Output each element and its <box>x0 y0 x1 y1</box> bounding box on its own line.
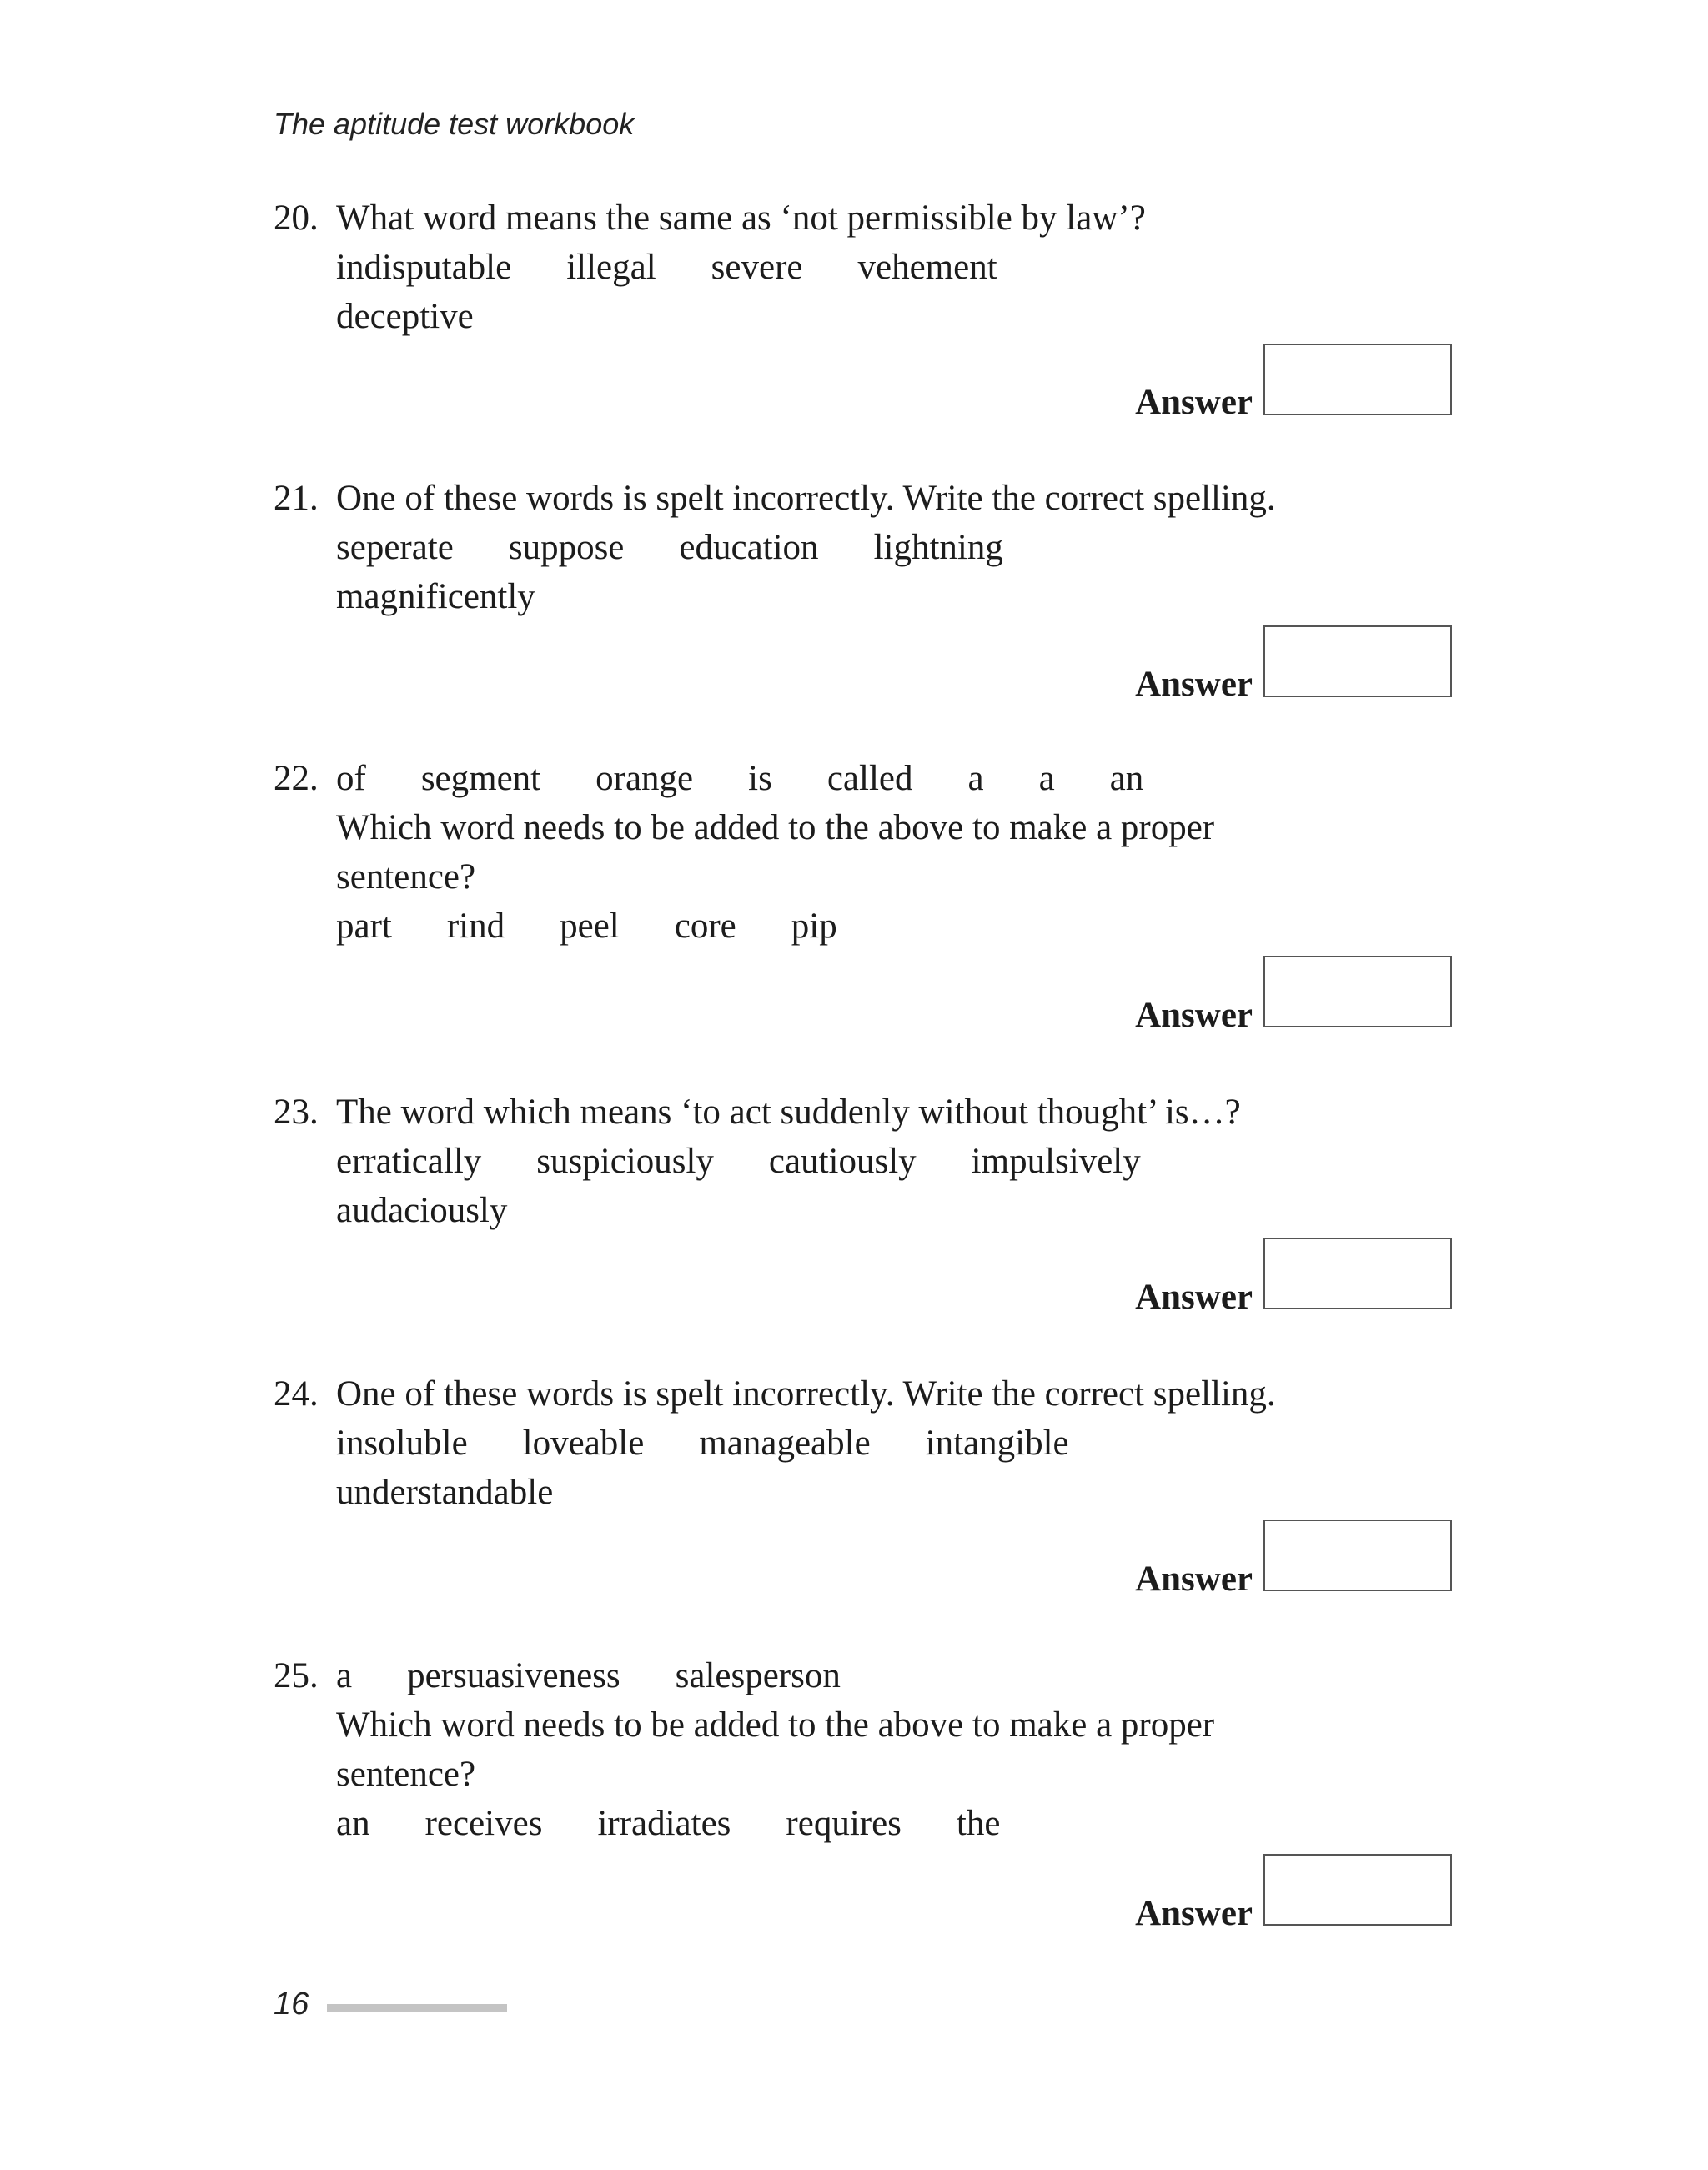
scrambled-word: a <box>336 1656 353 1695</box>
answer-label: Answer <box>1135 1894 1253 1933</box>
option: pip <box>791 907 837 946</box>
question-number: 25. <box>274 1656 319 1695</box>
scrambled-word: salesperson <box>675 1656 841 1695</box>
option: erratically <box>336 1142 482 1181</box>
option: core <box>674 907 736 946</box>
answer-box-22[interactable] <box>1263 956 1452 1027</box>
option: deceptive <box>336 297 474 336</box>
options-row <box>336 902 1483 951</box>
footer-rule <box>327 2004 507 2012</box>
question-number: 23. <box>274 1093 319 1132</box>
option: lightning <box>873 528 1003 567</box>
question-text: One of these words is spelt incorrectly. Write the correct spelling. <box>336 1374 1276 1414</box>
question-number: 24. <box>274 1374 319 1414</box>
question-23 <box>274 1088 1483 1235</box>
answer-box-24[interactable] <box>1263 1520 1452 1591</box>
option: insoluble <box>336 1424 468 1463</box>
option: the <box>956 1804 1001 1843</box>
option: loveable <box>522 1424 645 1463</box>
option: receives <box>424 1804 543 1843</box>
options-row <box>336 1799 1483 1848</box>
options-row <box>336 1137 1483 1186</box>
answer-label: Answer <box>1135 665 1253 704</box>
option: rind <box>446 907 505 946</box>
option: severe <box>711 248 803 287</box>
options-row <box>336 1419 1483 1468</box>
answer-label: Answer <box>1135 996 1253 1035</box>
question-20 <box>274 193 1483 341</box>
scrambled-word: called <box>826 759 913 798</box>
options-row <box>336 243 1483 292</box>
option: understandable <box>336 1473 554 1512</box>
question-text: Which word needs to be added to the above to make a proper <box>336 1705 1215 1745</box>
scrambled-word: persuasiveness <box>407 1656 620 1695</box>
option: manageable <box>699 1424 871 1463</box>
option: part <box>336 907 392 946</box>
scrambled-words <box>336 754 1483 803</box>
option: vehement <box>857 248 997 287</box>
option: intangible <box>925 1424 1069 1463</box>
scrambled-word: a <box>1038 759 1055 798</box>
question-text: One of these words is spelt incorrectly. Write the correct spelling. <box>336 479 1276 518</box>
answer-box-21[interactable] <box>1263 625 1452 697</box>
option: cautiously <box>768 1142 917 1181</box>
option: suspiciously <box>536 1142 714 1181</box>
answer-label: Answer <box>1135 1278 1253 1317</box>
option: magnificently <box>336 577 535 616</box>
option: education <box>679 528 819 567</box>
question-text: What word means the same as ‘not permissible by law’? <box>336 198 1146 238</box>
option: seperate <box>336 528 454 567</box>
option: requires <box>786 1804 902 1843</box>
question-25 <box>274 1651 1483 1848</box>
question-22 <box>274 754 1483 951</box>
question-number: 22. <box>274 759 319 798</box>
option: irradiates <box>597 1804 731 1843</box>
answer-box-25[interactable] <box>1263 1854 1452 1926</box>
question-text: sentence? <box>336 857 476 897</box>
question-text: sentence? <box>336 1755 476 1794</box>
option: an <box>336 1804 370 1843</box>
option: peel <box>560 907 620 946</box>
answer-label: Answer <box>1135 383 1253 422</box>
scrambled-word: an <box>1109 759 1144 798</box>
question-number: 20. <box>274 198 319 238</box>
answer-box-20[interactable] <box>1263 344 1452 415</box>
question-text: The word which means ‘to act suddenly without thought’ is…? <box>336 1093 1241 1132</box>
options-row <box>336 523 1483 572</box>
scrambled-word: of <box>336 759 366 798</box>
question-text: Which word needs to be added to the above to make a proper <box>336 808 1215 847</box>
scrambled-words <box>336 1651 1483 1700</box>
option: illegal <box>566 248 656 287</box>
running-head: The aptitude test workbook <box>274 107 635 141</box>
scrambled-word: orange <box>595 759 694 798</box>
option: indisputable <box>336 248 512 287</box>
answer-box-23[interactable] <box>1263 1238 1452 1309</box>
answer-label: Answer <box>1135 1560 1253 1599</box>
scrambled-word: segment <box>420 759 541 798</box>
question-24 <box>274 1369 1483 1517</box>
option: suppose <box>508 528 625 567</box>
question-21 <box>274 474 1483 621</box>
scrambled-word: a <box>967 759 984 798</box>
option: audaciously <box>336 1191 508 1230</box>
question-number: 21. <box>274 479 319 518</box>
scrambled-word: is <box>748 759 772 798</box>
option: impulsively <box>971 1142 1141 1181</box>
page-number: 16 <box>274 1987 309 2022</box>
